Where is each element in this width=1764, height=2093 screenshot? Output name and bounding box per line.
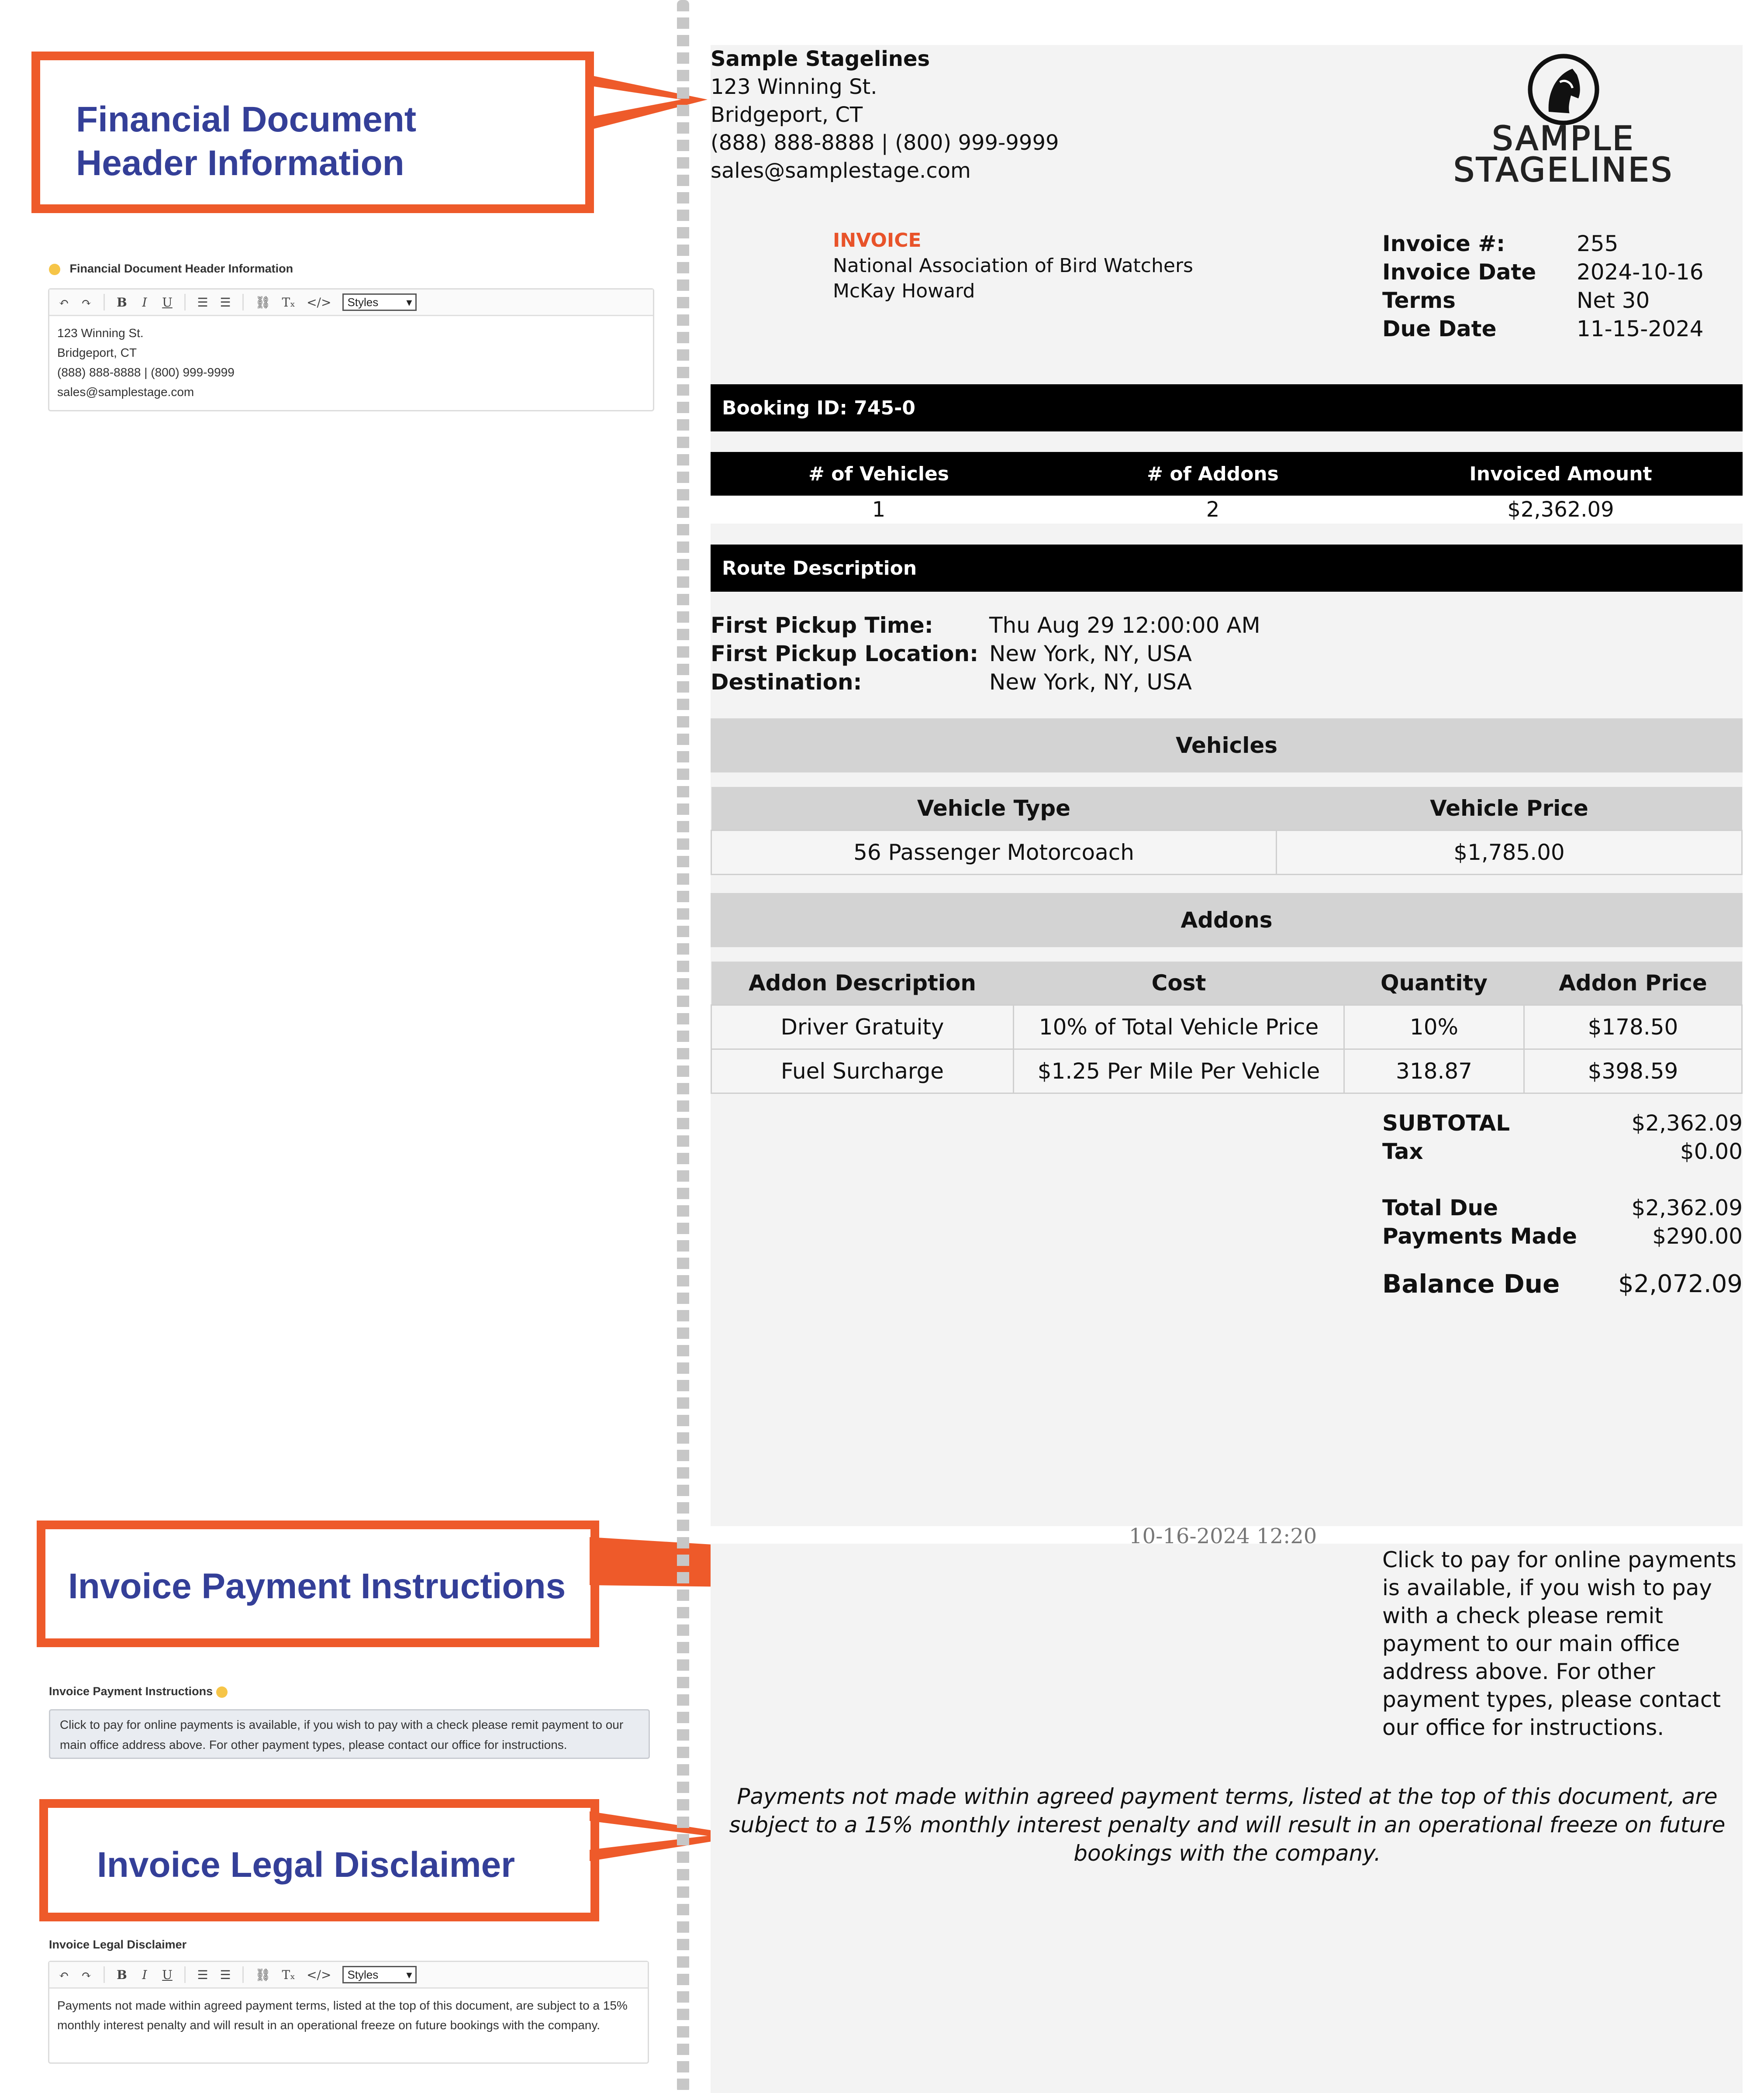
vehicles-table	[711, 787, 1743, 875]
legal-callout-text: Invoice Legal Disclaimer	[97, 1845, 515, 1885]
invoice-title: INVOICE	[833, 229, 922, 252]
italic-icon[interactable]: I	[142, 295, 147, 310]
invoice-recipient-block	[833, 228, 1193, 304]
subtotal-value: $2,362.09	[1631, 1110, 1743, 1136]
invoice-terms-value: Net 30	[1577, 288, 1650, 313]
tax-row	[1382, 1138, 1743, 1166]
addons-count-header: # of Addons	[1147, 462, 1279, 485]
company-name: Sample Stagelines	[711, 47, 930, 71]
payments-made-label: Payments Made	[1382, 1224, 1577, 1249]
logo-text-line2: STAGELINES	[1453, 150, 1674, 189]
header-callout-line1: Financial Document	[76, 100, 417, 139]
route-value: New York, NY, USA	[989, 669, 1192, 695]
due-date-label: Due Date	[1382, 316, 1497, 341]
numbered-list-icon[interactable]: ☰	[197, 295, 208, 310]
bold-icon[interactable]: B	[117, 295, 127, 310]
route-description-heading: Route Description	[722, 557, 917, 579]
vehicle-price-cell: $1,785.00	[1277, 831, 1742, 875]
source-code-icon[interactable]: </>	[307, 1967, 331, 1982]
route-value: Thu Aug 29 12:00:00 AM	[989, 613, 1260, 638]
bullet-list-icon[interactable]: ☰	[220, 1967, 231, 1982]
underline-icon[interactable]: U	[162, 295, 173, 310]
company-address-block	[711, 45, 1059, 185]
payment-instructions-doc-text: Click to pay for online payments is available, if you wish to pay with a check please remit payment to our main office address above. For other payment types, please contact our office for instructions.	[1382, 1547, 1736, 1740]
tax-value: $0.00	[1680, 1139, 1743, 1164]
legal-disclaimer-doc-text: Payments not made within agreed payment terms, listed at the top of this document, are subject to a 15% monthly interest penalty and will result in an operational freeze on future bookings with the company.	[729, 1784, 1726, 1866]
tax-label: Tax	[1382, 1139, 1423, 1164]
header-editor-label-text: Financial Document Header Information	[69, 262, 293, 275]
invoice-date-value: 2024-10-16	[1577, 259, 1704, 285]
editor-line: Bridgeport, CT	[57, 346, 137, 359]
addon-price-header: Addon Price	[1524, 962, 1742, 1005]
addons-table	[711, 962, 1743, 1094]
payments-made-row	[1382, 1222, 1743, 1251]
total-due-row	[1382, 1194, 1743, 1222]
invoice-terms-label: Terms	[1382, 288, 1456, 313]
addon-cost-header: Cost	[1014, 962, 1344, 1005]
logo-text-line1: SAMPLE	[1492, 119, 1635, 158]
payment-callout-text: Invoice Payment Instructions	[68, 1566, 566, 1606]
addon-cost-cell: 10% of Total Vehicle Price	[1014, 1005, 1344, 1049]
addon-price-cell: $398.59	[1524, 1049, 1742, 1093]
booking-summary-header	[711, 452, 1743, 496]
vehicle-type-cell: 56 Passenger Motorcoach	[711, 831, 1277, 875]
addon-quantity-header: Quantity	[1344, 962, 1524, 1005]
subtotal-label: SUBTOTAL	[1382, 1110, 1510, 1136]
vehicle-type-header: Vehicle Type	[711, 787, 1277, 831]
addons-heading-bar	[711, 893, 1743, 947]
page-divider	[677, 0, 689, 2093]
route-row	[711, 640, 1260, 668]
invoiced-amount-header: Invoiced Amount	[1469, 462, 1652, 485]
booking-id: Booking ID: 745-0	[722, 397, 916, 419]
generated-timestamp: 10-16-2024 12:20	[1129, 1524, 1317, 1548]
booking-id-bar	[711, 384, 1743, 431]
addon-quantity-cell: 10%	[1344, 1005, 1524, 1049]
invoice-date-label: Invoice Date	[1382, 259, 1536, 285]
editor-line: 123 Winning St.	[57, 326, 144, 340]
styles-dropdown-value: Styles	[347, 1968, 379, 1981]
totals-block	[1382, 1109, 1743, 1298]
redo-icon[interactable]: ↷	[81, 295, 92, 310]
due-date-value: 11-15-2024	[1577, 316, 1704, 341]
company-address-line1: 123 Winning St.	[711, 75, 877, 99]
route-description-bar	[711, 545, 1743, 592]
balance-due-row	[1382, 1270, 1743, 1298]
undo-icon[interactable]: ↶	[59, 1967, 69, 1982]
total-due-label: Total Due	[1382, 1195, 1498, 1221]
invoiced-amount: $2,362.09	[1507, 497, 1614, 522]
redo-icon[interactable]: ↷	[81, 1967, 92, 1982]
legal-editor-label-text: Invoice Legal Disclaimer	[49, 1938, 187, 1951]
table-header-row	[711, 787, 1742, 831]
route-label: Destination:	[711, 669, 862, 695]
company-address-line2: Bridgeport, CT	[711, 103, 863, 127]
italic-icon[interactable]: I	[142, 1967, 147, 1982]
bold-icon[interactable]: B	[117, 1967, 127, 1982]
route-row	[711, 611, 1260, 640]
payment-instructions-text: Click to pay for online payments is available, if you wish to pay with a check please remit payment to our main office address above. For other payment types, please contact our office for instructions.	[60, 1718, 624, 1752]
company-logo	[1437, 52, 1690, 189]
vehicles-heading: Vehicles	[1175, 733, 1278, 758]
editor-line: sales@samplestage.com	[57, 385, 194, 399]
addons-heading: Addons	[1181, 907, 1273, 933]
table-header-row	[711, 962, 1742, 1005]
chevron-down-icon: ▾	[406, 1968, 412, 1981]
booking-summary-row	[711, 496, 1743, 524]
customer-contact: McKay Howard	[833, 280, 975, 302]
total-due-value: $2,362.09	[1631, 1195, 1743, 1221]
invoice-meta-row	[1382, 258, 1704, 286]
route-label: First Pickup Time:	[711, 613, 933, 638]
addon-quantity-cell: 318.87	[1344, 1049, 1524, 1093]
table-row	[711, 1049, 1742, 1093]
addon-price-cell: $178.50	[1524, 1005, 1742, 1049]
invoice-payment-instructions	[1382, 1546, 1745, 1741]
invoice-meta-row	[1382, 230, 1704, 258]
editor-line: (888) 888-8888 | (800) 999-9999	[57, 365, 235, 379]
bullet-list-icon[interactable]: ☰	[220, 295, 231, 310]
balance-due-label: Balance Due	[1382, 1269, 1560, 1299]
vehicles-heading-bar	[711, 718, 1743, 772]
invoice-number-label: Invoice #:	[1382, 231, 1505, 256]
underline-icon[interactable]: U	[162, 1967, 173, 1982]
header-connector	[585, 74, 708, 131]
route-details	[711, 611, 1260, 697]
link-icon[interactable]: ⛓	[255, 295, 271, 310]
payments-made-value: $290.00	[1652, 1224, 1743, 1249]
link-icon[interactable]: ⛓	[255, 1967, 271, 1982]
company-email: sales@samplestage.com	[711, 159, 971, 183]
company-phones: (888) 888-8888 | (800) 999-9999	[711, 131, 1059, 155]
payment-editor-label-text: Invoice Payment Instructions	[49, 1685, 213, 1698]
numbered-list-icon[interactable]: ☰	[197, 1967, 208, 1982]
addons-count: 2	[1206, 497, 1220, 522]
clear-format-icon[interactable]: Tₓ	[282, 295, 296, 310]
invoice-number-value: 255	[1577, 231, 1619, 256]
invoice-meta	[1382, 230, 1704, 343]
header-callout-line2: Header Information	[76, 143, 404, 183]
legal-editor-text: Payments not made within agreed payment terms, listed at the top of this document, are subject to a 15% monthly interest penalty and will result in an operational freeze on future bookings with the company.	[57, 1999, 628, 2032]
styles-dropdown-value: Styles	[347, 295, 379, 309]
subtotal-row	[1382, 1109, 1743, 1138]
invoice-meta-row	[1382, 286, 1704, 315]
clear-format-icon[interactable]: Tₓ	[282, 1967, 296, 1982]
customer-name: National Association of Bird Watchers	[833, 255, 1193, 277]
addon-cost-cell: $1.25 Per Mile Per Vehicle	[1014, 1049, 1344, 1093]
chevron-down-icon: ▾	[406, 295, 412, 309]
horse-head-icon	[1526, 52, 1601, 127]
source-code-icon[interactable]: </>	[307, 295, 331, 310]
route-value: New York, NY, USA	[989, 641, 1192, 666]
invoice-meta-row	[1382, 315, 1704, 343]
balance-due-value: $2,072.09	[1618, 1270, 1743, 1298]
addon-description-cell: Fuel Surcharge	[711, 1049, 1014, 1093]
invoice-legal-disclaimer	[725, 1783, 1729, 1868]
undo-icon[interactable]: ↶	[59, 295, 69, 310]
addon-description-cell: Driver Gratuity	[711, 1005, 1014, 1049]
vehicles-count-header: # of Vehicles	[808, 462, 949, 485]
vehicle-price-header: Vehicle Price	[1277, 787, 1742, 831]
route-row	[711, 668, 1260, 697]
table-row	[711, 1005, 1742, 1049]
table-row	[711, 831, 1742, 875]
vehicles-count: 1	[872, 497, 886, 522]
route-label: First Pickup Location:	[711, 641, 979, 666]
addon-description-header: Addon Description	[711, 962, 1014, 1005]
